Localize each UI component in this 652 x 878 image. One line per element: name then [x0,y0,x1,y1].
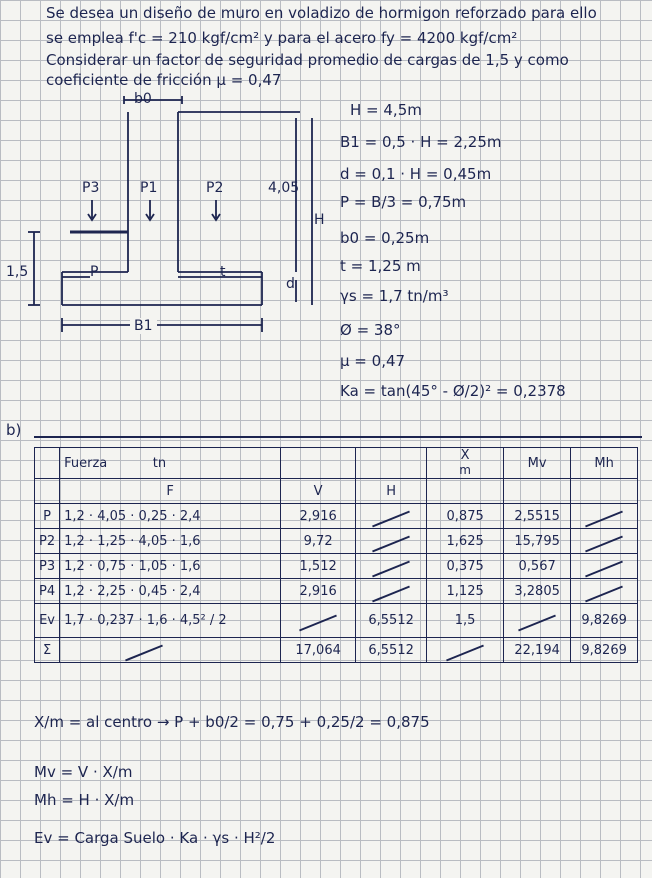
header-x: X m [427,448,504,479]
row-h: 6,5512 [356,604,427,638]
table-row [35,529,638,554]
row-formula: 1,2 · 1,25 · 4,05 · 1,6 [60,529,281,554]
row-v [281,604,356,638]
intro-line-2: se emplea f'c = 210 kgf/cm² y para el acero fy = 4200 kgf/cm² [46,29,518,47]
table-total-row [35,638,638,663]
formula-mv: Mv = V · X/m [34,763,133,781]
row-formula: 1,7 · 0,237 · 1,6 · 4,5² / 2 [60,604,281,638]
row-mh [571,554,638,579]
row-label: P3 [35,554,60,579]
table-subheader-row [35,479,638,504]
table-row [35,504,638,529]
diagram-b0-label: b0 [134,91,152,107]
row-x [427,638,504,663]
formula-ev: Ev = Carga Suelo · Ka · γs · H²/2 [34,829,276,847]
row-x: 0,875 [427,504,504,529]
diagram-b1-label: B1 [130,318,157,334]
row-formula: 1,2 · 4,05 · 0,25 · 2,4 [60,504,281,529]
diagram-d-label: d [286,276,295,292]
row-formula: 1,2 · 2,25 · 0,45 · 2,4 [60,579,281,604]
param-mu: μ = 0,47 [340,352,406,370]
row-formula [60,638,281,663]
table-header-row [35,448,638,479]
row-h [356,579,427,604]
param-d: d = 0,1 · H = 0,45m [340,165,492,183]
row-x: 1,625 [427,529,504,554]
row-mv: 22,194 [504,638,571,663]
row-v: 17,064 [281,638,356,663]
header-v: V [281,479,356,504]
row-label: P4 [35,579,60,604]
diagram-p3-left-label: P3 [82,180,100,196]
intro-line-3: Considerar un factor de seguridad promedio de cargas de 1,5 y como [46,51,569,69]
diagram-p2-label: P2 [206,180,224,196]
row-x: 1,125 [427,579,504,604]
formula-xm: X/m = al centro → P + b0/2 = 0,75 + 0,25/2 = 0,875 [34,713,430,731]
param-B1: B1 = 0,5 · H = 2,25m [340,133,502,151]
row-mh: 9,8269 [571,604,638,638]
row-mh: 9,8269 [571,638,638,663]
header-mh: Mh [571,448,638,479]
row-mv: 3,2805 [504,579,571,604]
header-mv: Mv [504,448,571,479]
row-label: P2 [35,529,60,554]
param-H: H = 4,5m [350,101,422,119]
diagram-H-label: H [314,212,325,228]
table-row [35,554,638,579]
row-formula: 1,2 · 0,75 · 1,05 · 1,6 [60,554,281,579]
row-mv: 0,567 [504,554,571,579]
row-h [356,529,427,554]
row-x: 1,5 [427,604,504,638]
row-mh [571,529,638,554]
header-f: F [60,479,281,504]
row-label: Ev [35,604,60,638]
row-label: Σ [35,638,60,663]
intro-line-1: Se desea un diseño de muro en voladizo de hormigon reforzado para ello [46,4,597,22]
row-mh [571,504,638,529]
param-t: t = 1,25 m [340,257,421,275]
row-v: 2,916 [281,579,356,604]
row-h [356,554,427,579]
row-v: 9,72 [281,529,356,554]
diagram-p1-label: P1 [140,180,158,196]
diagram-left-dim-label: 1,5 [6,264,29,280]
row-h [356,504,427,529]
row-v: 2,916 [281,504,356,529]
table-row [35,604,638,638]
row-label: P [35,504,60,529]
forces-table [34,447,638,663]
param-phi: Ø = 38° [340,321,401,339]
row-mh [571,579,638,604]
row-h: 6,5512 [356,638,427,663]
row-mv: 15,795 [504,529,571,554]
header-h: H [356,479,427,504]
row-v: 1,512 [281,554,356,579]
diagram-p-mark: P [90,264,99,280]
diagram-height-label: 4,05 [268,180,300,196]
header-fuerza: Fuerza tn [60,448,281,479]
param-gamma-s: γs = 1,7 tn/m³ [340,287,449,305]
row-mv: 2,5515 [504,504,571,529]
section-divider [34,436,642,438]
table-row [35,579,638,604]
param-b0: b0 = 0,25m [340,229,430,247]
intro-line-4: coeficiente de fricción μ = 0,47 [46,71,282,89]
param-P: P = B/3 = 0,75m [340,193,467,211]
formula-mh: Mh = H · X/m [34,791,135,809]
row-x: 0,375 [427,554,504,579]
row-mv [504,604,571,638]
diagram-t-mark: t [220,264,226,280]
param-ka: Ka = tan(45° - Ø/2)² = 0,2378 [340,382,566,400]
section-label: b) [6,421,22,439]
